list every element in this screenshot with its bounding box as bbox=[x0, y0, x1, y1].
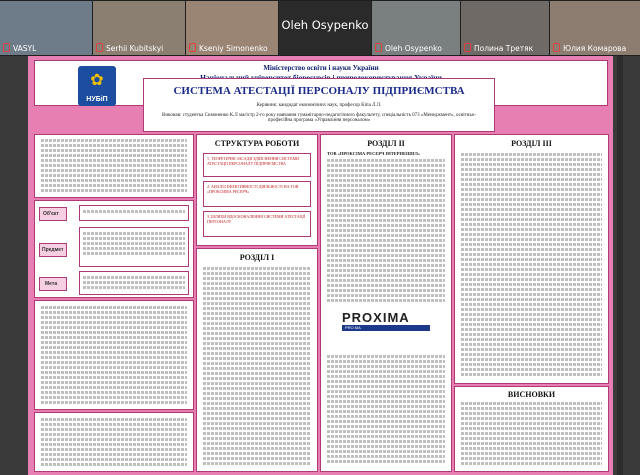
structure-item-3: 3. ШЛЯХИ ВДОСКОНАЛЕННЯ СИСТЕМИ АТЕСТАЦІЇ ПЕРСОНАЛУ bbox=[207, 214, 306, 224]
mic-muted-icon bbox=[3, 43, 10, 52]
participant-name-large: Oleh Osypenko bbox=[281, 18, 369, 32]
participant-tile[interactable] bbox=[461, 1, 549, 55]
participants-strip bbox=[0, 0, 640, 56]
section-1-title: РОЗДІЛ І bbox=[239, 253, 275, 262]
participant-tile[interactable] bbox=[93, 1, 185, 55]
section-1 bbox=[196, 248, 318, 472]
mic-muted-icon bbox=[189, 43, 196, 52]
participant-tile[interactable] bbox=[372, 1, 460, 55]
participant-name: Полина Третяк bbox=[474, 44, 534, 53]
poster-title: СИСТЕМА АТЕСТАЦІЇ ПЕРСОНАЛУ ПІДПРИЄМСТВА bbox=[173, 85, 465, 97]
participant-name: Kseniy Simonenko bbox=[199, 44, 268, 53]
mindmap bbox=[34, 200, 194, 298]
conclusions bbox=[454, 386, 609, 472]
intro-text bbox=[34, 134, 194, 198]
tasks-list bbox=[34, 300, 194, 410]
shared-poster bbox=[28, 56, 613, 475]
logo-text: НУБіП bbox=[86, 96, 108, 103]
mindmap-subject: Предмет bbox=[42, 247, 64, 253]
participant-tile[interactable] bbox=[0, 1, 92, 55]
structure-item-2: 2. АНАЛІЗ ЕФЕКТИВНОСТІ ДІЯЛЬНОСТІ НА ТОВ «ПРОКСИМА РЕСЕРЧ» bbox=[207, 184, 299, 194]
participant-name: Serhii Kubitskyi bbox=[106, 44, 164, 53]
structure-title: СТРУКТУРА РОБОТИ bbox=[214, 139, 300, 148]
participant-name: VASYL bbox=[13, 44, 37, 53]
participant-name: Oleh Osypenko bbox=[385, 44, 442, 53]
mindmap-root: Об'єкт bbox=[43, 211, 59, 217]
section-2-title: РОЗДІЛ ІІ bbox=[367, 139, 405, 148]
structure-box bbox=[196, 134, 318, 246]
section-2 bbox=[320, 134, 452, 472]
title-box bbox=[143, 78, 495, 132]
participant-tile[interactable] bbox=[186, 1, 278, 55]
ministry-line: Міністерство освіти і науки України bbox=[263, 64, 379, 72]
section-2-lead: ТОВ «ПРОКСІМА РЕСЕРЧ ІНТЕРНЕШНЛ» bbox=[327, 151, 421, 156]
viewer-scrollbar[interactable] bbox=[617, 56, 623, 475]
author-line: Виконав: студентка Симоненко К.Л магістр 2-го року навчання гуманітарно-педагогічного факультету, спеціальність 073 «Менеджмент», освітньо-професійна програма «Управління персоналом» bbox=[162, 113, 476, 123]
methods-text bbox=[34, 412, 194, 472]
supervisor-line: Керівник: кандидат економічних наук, професор Кіпа Л.Л. bbox=[256, 103, 382, 108]
logo-icon: ✿ bbox=[90, 72, 104, 89]
participant-tile[interactable] bbox=[550, 1, 640, 55]
mic-muted-icon bbox=[464, 43, 471, 52]
mic-muted-icon bbox=[375, 43, 382, 52]
structure-item-1: 1. ТЕОРЕТИЧНІ ЗАСАДИ ЗДІЙСНЕННЯ СИСТЕМИ АТЕСТАЦІЇ ПЕРСОНАЛУ ПІДПРИЄМСТВА bbox=[207, 156, 299, 166]
proxima-logo bbox=[336, 306, 436, 334]
participant-name: Юлия Комарова bbox=[563, 44, 627, 53]
mic-muted-icon bbox=[96, 43, 103, 52]
conclusions-title: ВИСНОВКИ bbox=[507, 390, 556, 399]
mic-muted-icon bbox=[553, 43, 560, 52]
participant-tile-active[interactable] bbox=[279, 1, 371, 55]
university-logo bbox=[78, 66, 116, 106]
proxima-logo-text: PROXIMA bbox=[342, 310, 410, 325]
proxima-sub: PRO.MA bbox=[345, 325, 361, 330]
mindmap-goal: Мета bbox=[45, 281, 58, 287]
section-3-title: РОЗДІЛ ІІІ bbox=[511, 139, 552, 148]
section-3 bbox=[454, 134, 609, 384]
